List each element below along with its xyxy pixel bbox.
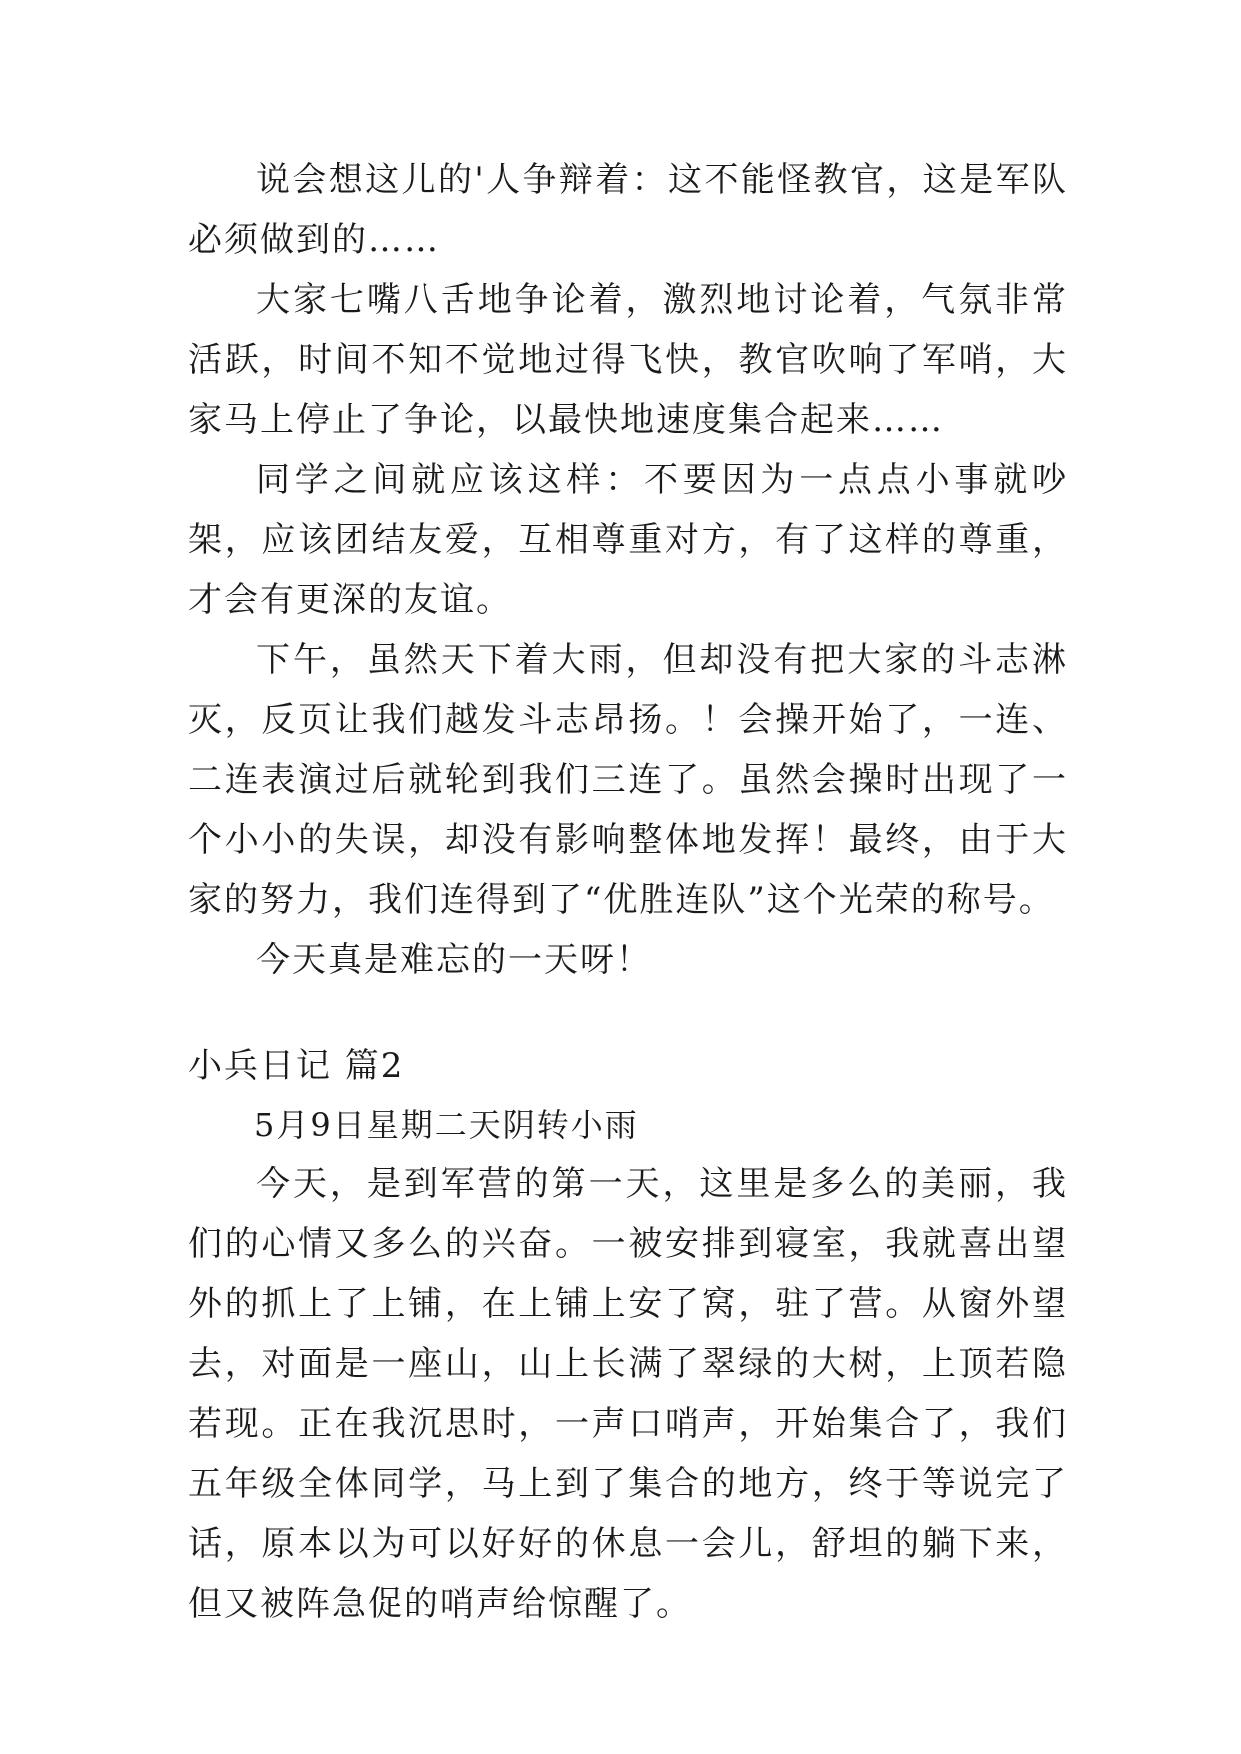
- section-heading: 小兵日记 篇2: [188, 1046, 405, 1086]
- paragraph-5: 今天真是难忘的一天呀！: [256, 940, 652, 980]
- paragraph-2: 大家七嘴八舌地争论着，激烈地讨论着，气氛非常活跃，时间不知不觉地过得飞快，教官吹响了军哨，大家马上停止了争论，以最快地速度集合起来……: [188, 280, 1068, 440]
- paragraph-4: 下午，虽然天下着大雨，但却没有把大家的斗志淋灭，反页让我们越发斗志昂扬。！会操开始了，一连、二连表演过后就轮到我们三连了。虽然会操时出现了一个小小的失误，却没有影响整体地发挥！最终，由于大家的努力，我们连得到了“优胜连队”这个光荣的称号。: [188, 640, 1068, 920]
- paragraph-3: 同学之间就应该这样：不要因为一点点小事就吵架，应该团结友爱，互相尊重对方，有了这样的尊重，才会有更深的友谊。: [188, 460, 1068, 620]
- paragraph-1: 说会想这儿的'人争辩着：这不能怪教官，这是军队必须做到的……: [188, 160, 1068, 260]
- document-page: [188, 150, 1068, 1634]
- section-spacer: [188, 990, 1068, 1036]
- diary-dateline: 5月9日星期二天阴转小雨: [254, 1106, 639, 1144]
- paragraph-6: 今天，是到军营的第一天，这里是多么的美丽，我们的心情又多么的兴奋。一被安排到寝室，我就喜出望外的抓上了上铺，在上铺上安了窝，驻了营。从窗外望去，对面是一座山，山上长满了翠绿的大树，上顶若隐若现。正在我沉思时，一声口哨声，开始集合了，我们五年级全体同学，马上到了集合的地方，终于等说完了话，原本以为可以好好的休息一会儿，舒坦的躺下来，但又被阵急促的哨声给惊醒了。: [188, 1164, 1068, 1624]
